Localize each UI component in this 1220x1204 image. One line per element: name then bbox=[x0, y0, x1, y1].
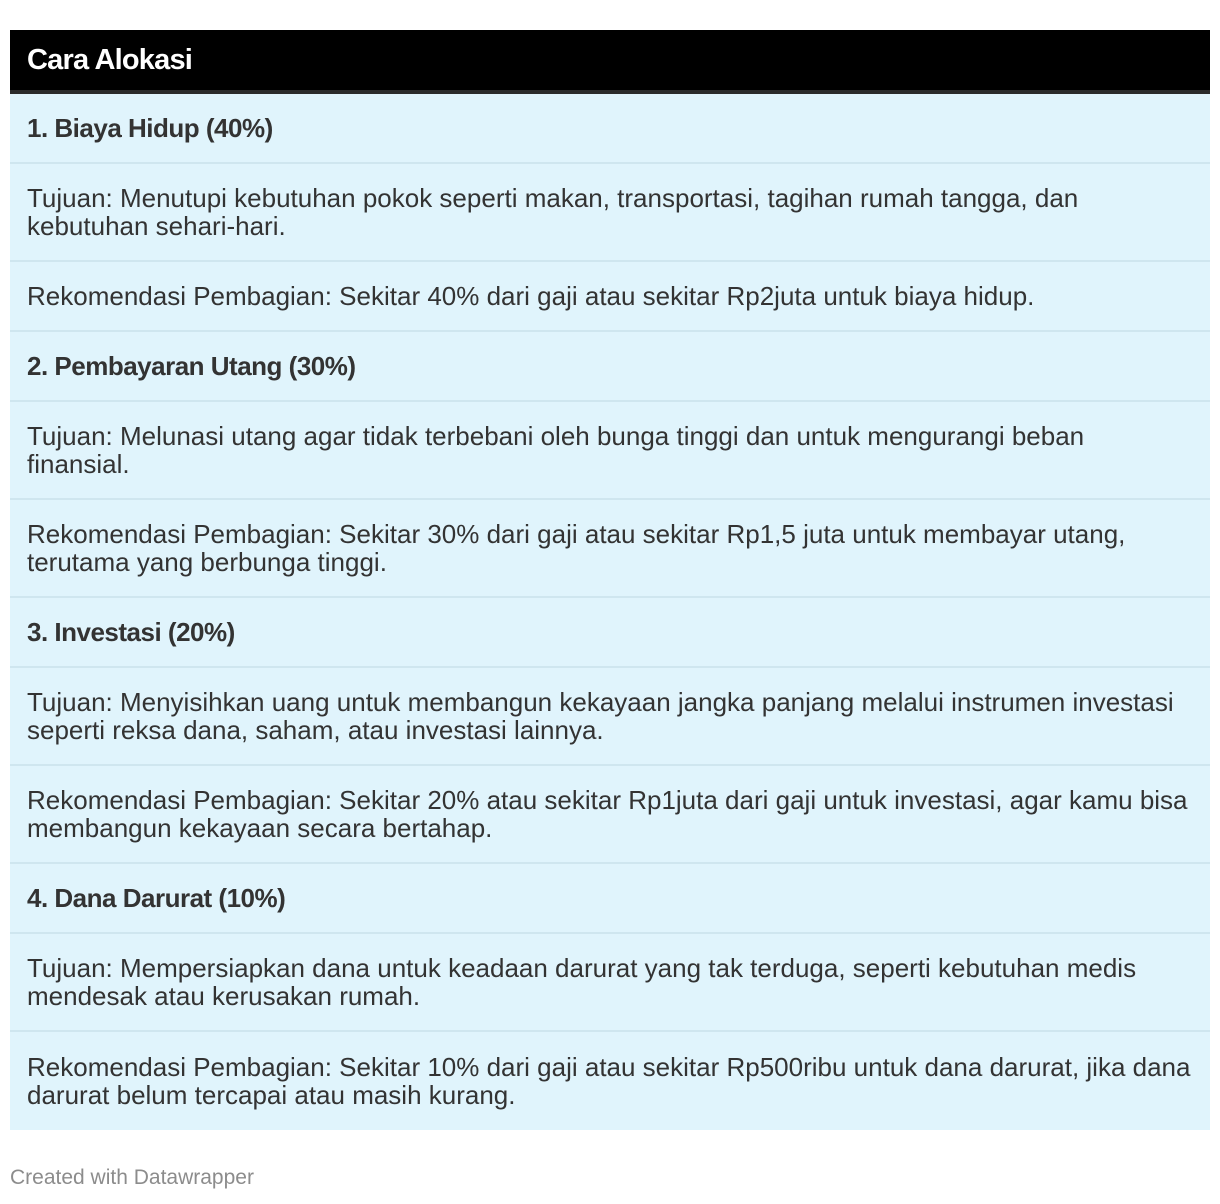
section-row-dana-darurat bbox=[10, 864, 1210, 934]
row-text: Rekomendasi Pembagian: Sekitar 40% dari gaji atau sekitar Rp2juta untuk biaya hidup. bbox=[27, 281, 1035, 311]
section-heading: 1. Biaya Hidup (40%) bbox=[27, 113, 273, 143]
row-text: Rekomendasi Pembagian: Sekitar 30% dari gaji atau sekitar Rp1,5 juta untuk membayar utang, terutama yang berbunga tinggi. bbox=[27, 519, 1126, 577]
section-row-biaya-hidup bbox=[10, 94, 1210, 164]
row-text: Tujuan: Menutupi kebutuhan pokok seperti makan, transportasi, tagihan rumah tangga, dan kebutuhan sehari-hari. bbox=[27, 183, 1079, 241]
table-row bbox=[10, 934, 1210, 1032]
row-text: Rekomendasi Pembagian: Sekitar 20% atau sekitar Rp1juta dari gaji untuk investasi, agar kamu bisa membangun kekayaan secara bertahap. bbox=[27, 785, 1188, 843]
section-heading: 2. Pembayaran Utang (30%) bbox=[27, 351, 356, 381]
table-row bbox=[10, 500, 1210, 598]
datawrapper-credit: Created with Datawrapper bbox=[10, 1166, 254, 1189]
table-title: Cara Alokasi bbox=[27, 43, 193, 76]
section-row-pembayaran-utang bbox=[10, 332, 1210, 402]
table-row bbox=[10, 668, 1210, 766]
table-header bbox=[10, 30, 1210, 94]
allocation-table bbox=[10, 30, 1210, 1130]
row-text: Tujuan: Melunasi utang agar tidak terbebani oleh bunga tinggi dan untuk mengurangi beban finansial. bbox=[27, 421, 1085, 479]
table-row bbox=[10, 402, 1210, 500]
row-text: Rekomendasi Pembagian: Sekitar 10% dari gaji atau sekitar Rp500ribu untuk dana darurat, jika dana darurat belum tercapai atau masih kurang. bbox=[27, 1052, 1191, 1110]
table-row bbox=[10, 262, 1210, 332]
section-heading: 3. Investasi (20%) bbox=[27, 617, 235, 647]
section-heading: 4. Dana Darurat (10%) bbox=[27, 883, 286, 913]
section-row-investasi bbox=[10, 598, 1210, 668]
table-row bbox=[10, 164, 1210, 262]
table-row bbox=[10, 1032, 1210, 1130]
table-row bbox=[10, 766, 1210, 864]
row-text: Tujuan: Mempersiapkan dana untuk keadaan darurat yang tak terduga, seperti kebutuhan medis mendesak atau kerusakan rumah. bbox=[27, 953, 1137, 1011]
row-text: Tujuan: Menyisihkan uang untuk membangun kekayaan jangka panjang melalui instrumen investasi seperti reksa dana, saham, atau investasi lainnya. bbox=[27, 687, 1174, 745]
